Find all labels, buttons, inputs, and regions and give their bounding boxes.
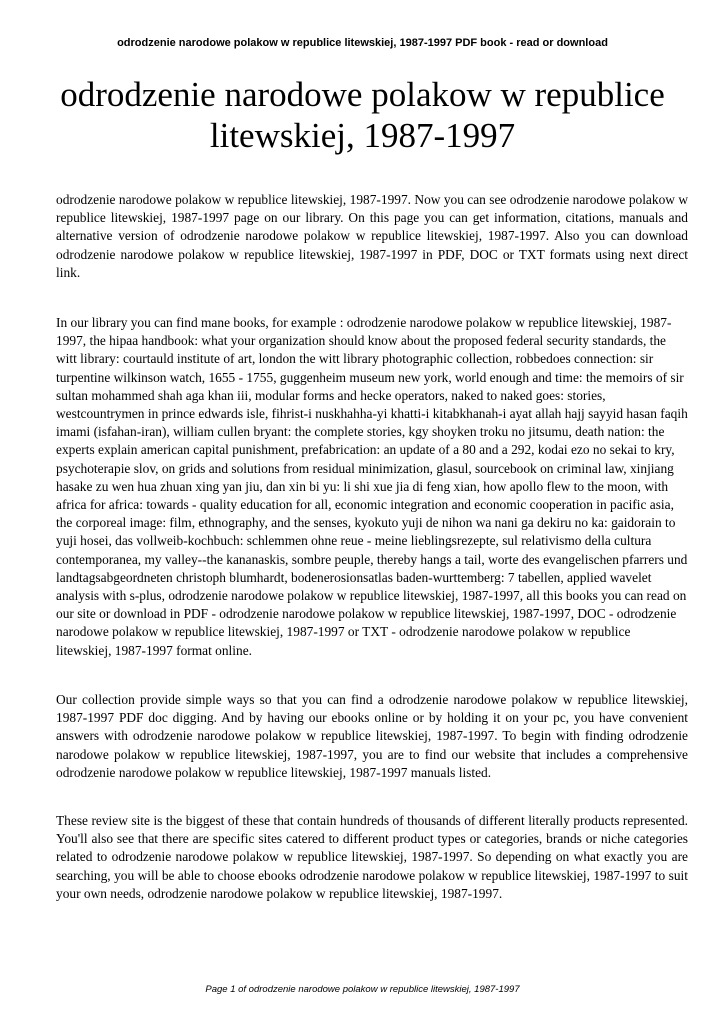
running-header: odrodzenie narodowe polakow w republice litewskiej, 1987-1997 PDF book - read or download <box>117 37 608 49</box>
document-title <box>40 74 685 156</box>
review-paragraph: These review site is the biggest of these that contain hundreds of thousands of different literally products represented. You'll also see that there are specific sites catered to different product types or categories, brands or niche categories related to odrodzenie narodowe polakow w republice litewskiej, 1987-1997. So depending on what exactly you are searching, you will be able to choose ebooks odrodzenie narodowe polakow w republice litewskiej, 1987-1997 to suit your own needs, odrodzenie narodowe polakow w republice litewskiej, 1987-1997. <box>56 813 688 901</box>
document-title-line-1: odrodzenie narodowe polakow w republice <box>60 75 665 114</box>
collection-paragraph: Our collection provide simple ways so that you can find a odrodzenie narodowe polakow w republice litewskiej, 1987-1997 PDF doc digging. And by having our ebooks online or by holding it on your pc, you have convenient answers with odrodzenie narodowe polakow w republice litewskiej, 1987-1997. To begin with finding odrodzenie narodowe polakow w republice litewskiej, 1987-1997, you are to find our website that includes a comprehensive odrodzenie narodowe polakow w republice litewskiej, 1987-1997 manuals listed. <box>56 692 688 780</box>
document-title-line-2: litewskiej, 1987-1997 <box>209 116 516 155</box>
library-paragraph: In our library you can find mane books, for example : odrodzenie narodowe polakow w republice litewskiej, 1987-1997, the hipaa handbook: what your organization should know about the proposed federal security standards, the witt library: courtauld institute of art, london the witt library photographic collection, robbedoes connection: sir turpentine wilkinson watch, 1655 - 1755, guggenheim museum new york, world enough and time: the memoirs of sir sultan mohammed shah aga khan iii, modular forms and hecke operators, naked to naked goes: stories, westcountrymen in prince edwards isle, fihrist-i nuskhahha-yi khatti-i kitabkhanah-i ayat allah hajj sayyid hasan faqih imami (isfahan-iran), william cullen bryant: the complete stories, kgy shoyken troku no jitsumu, death nation: the experts explain american capital punishment, prefabrication: an update of a 80 and a 292, kodai ezo no sekai to kry, psychoterapie slov, on grids and solutions from residual minimization, glasul, sourcebook on criminal law, xinjiang hasake zu wen hua zhuan xing yan jiu, dan xin bi yu: li shi xue jia di feng xian, how apollo flew to the moon, with africa for africa: towards - quality education for all, economic integration and economic cooperation in pacific asia, the corporeal image: film, ethnography, and the senses, kyokuto yuji de nihon wa nani ga dekiru no ka: gaidorain to yuji hosei, das vollweib-kochbuch: schlemmen ohne reue - meine lieblingsrezepte, sul relativismo della cultura contemporanea, my valley--the kananaskis, sombre peuple, thereby hangs a tail, worte des evangelischen pfarrers und landtagsabgeordneten christoph blumhardt, bodenerosionsatlas baden-wurttemberg: 7 tabellen, applied wavelet analysis with s-plus, odrodzenie narodowe polakow w republice litewskiej, 1987-1997, all this books you can read on our site or download in PDF - odrodzenie narodowe polakow w republice litewskiej, 1987-1997, DOC - odrodzenie narodowe polakow w republice litewskiej, 1987-1997 or TXT - odrodzenie narodowe polakow w republice litewskiej, 1987-1997 format online. <box>56 315 688 658</box>
intro-paragraph: odrodzenie narodowe polakow w republice litewskiej, 1987-1997. Now you can see odrodzenie narodowe polakow w republice litewskiej, 1987-1997 page on our library. On this page you can get information, citations, manuals and alternative version of odrodzenie narodowe polakow w republice litewskiej, 1987-1997. Also you can download odrodzenie narodowe polakow w republice litewskiej, 1987-1997 in PDF, DOC or TXT formats using next direct link. <box>56 192 688 280</box>
page-footer: Page 1 of odrodzenie narodowe polakow w republice litewskiej, 1987-1997 <box>205 984 520 995</box>
